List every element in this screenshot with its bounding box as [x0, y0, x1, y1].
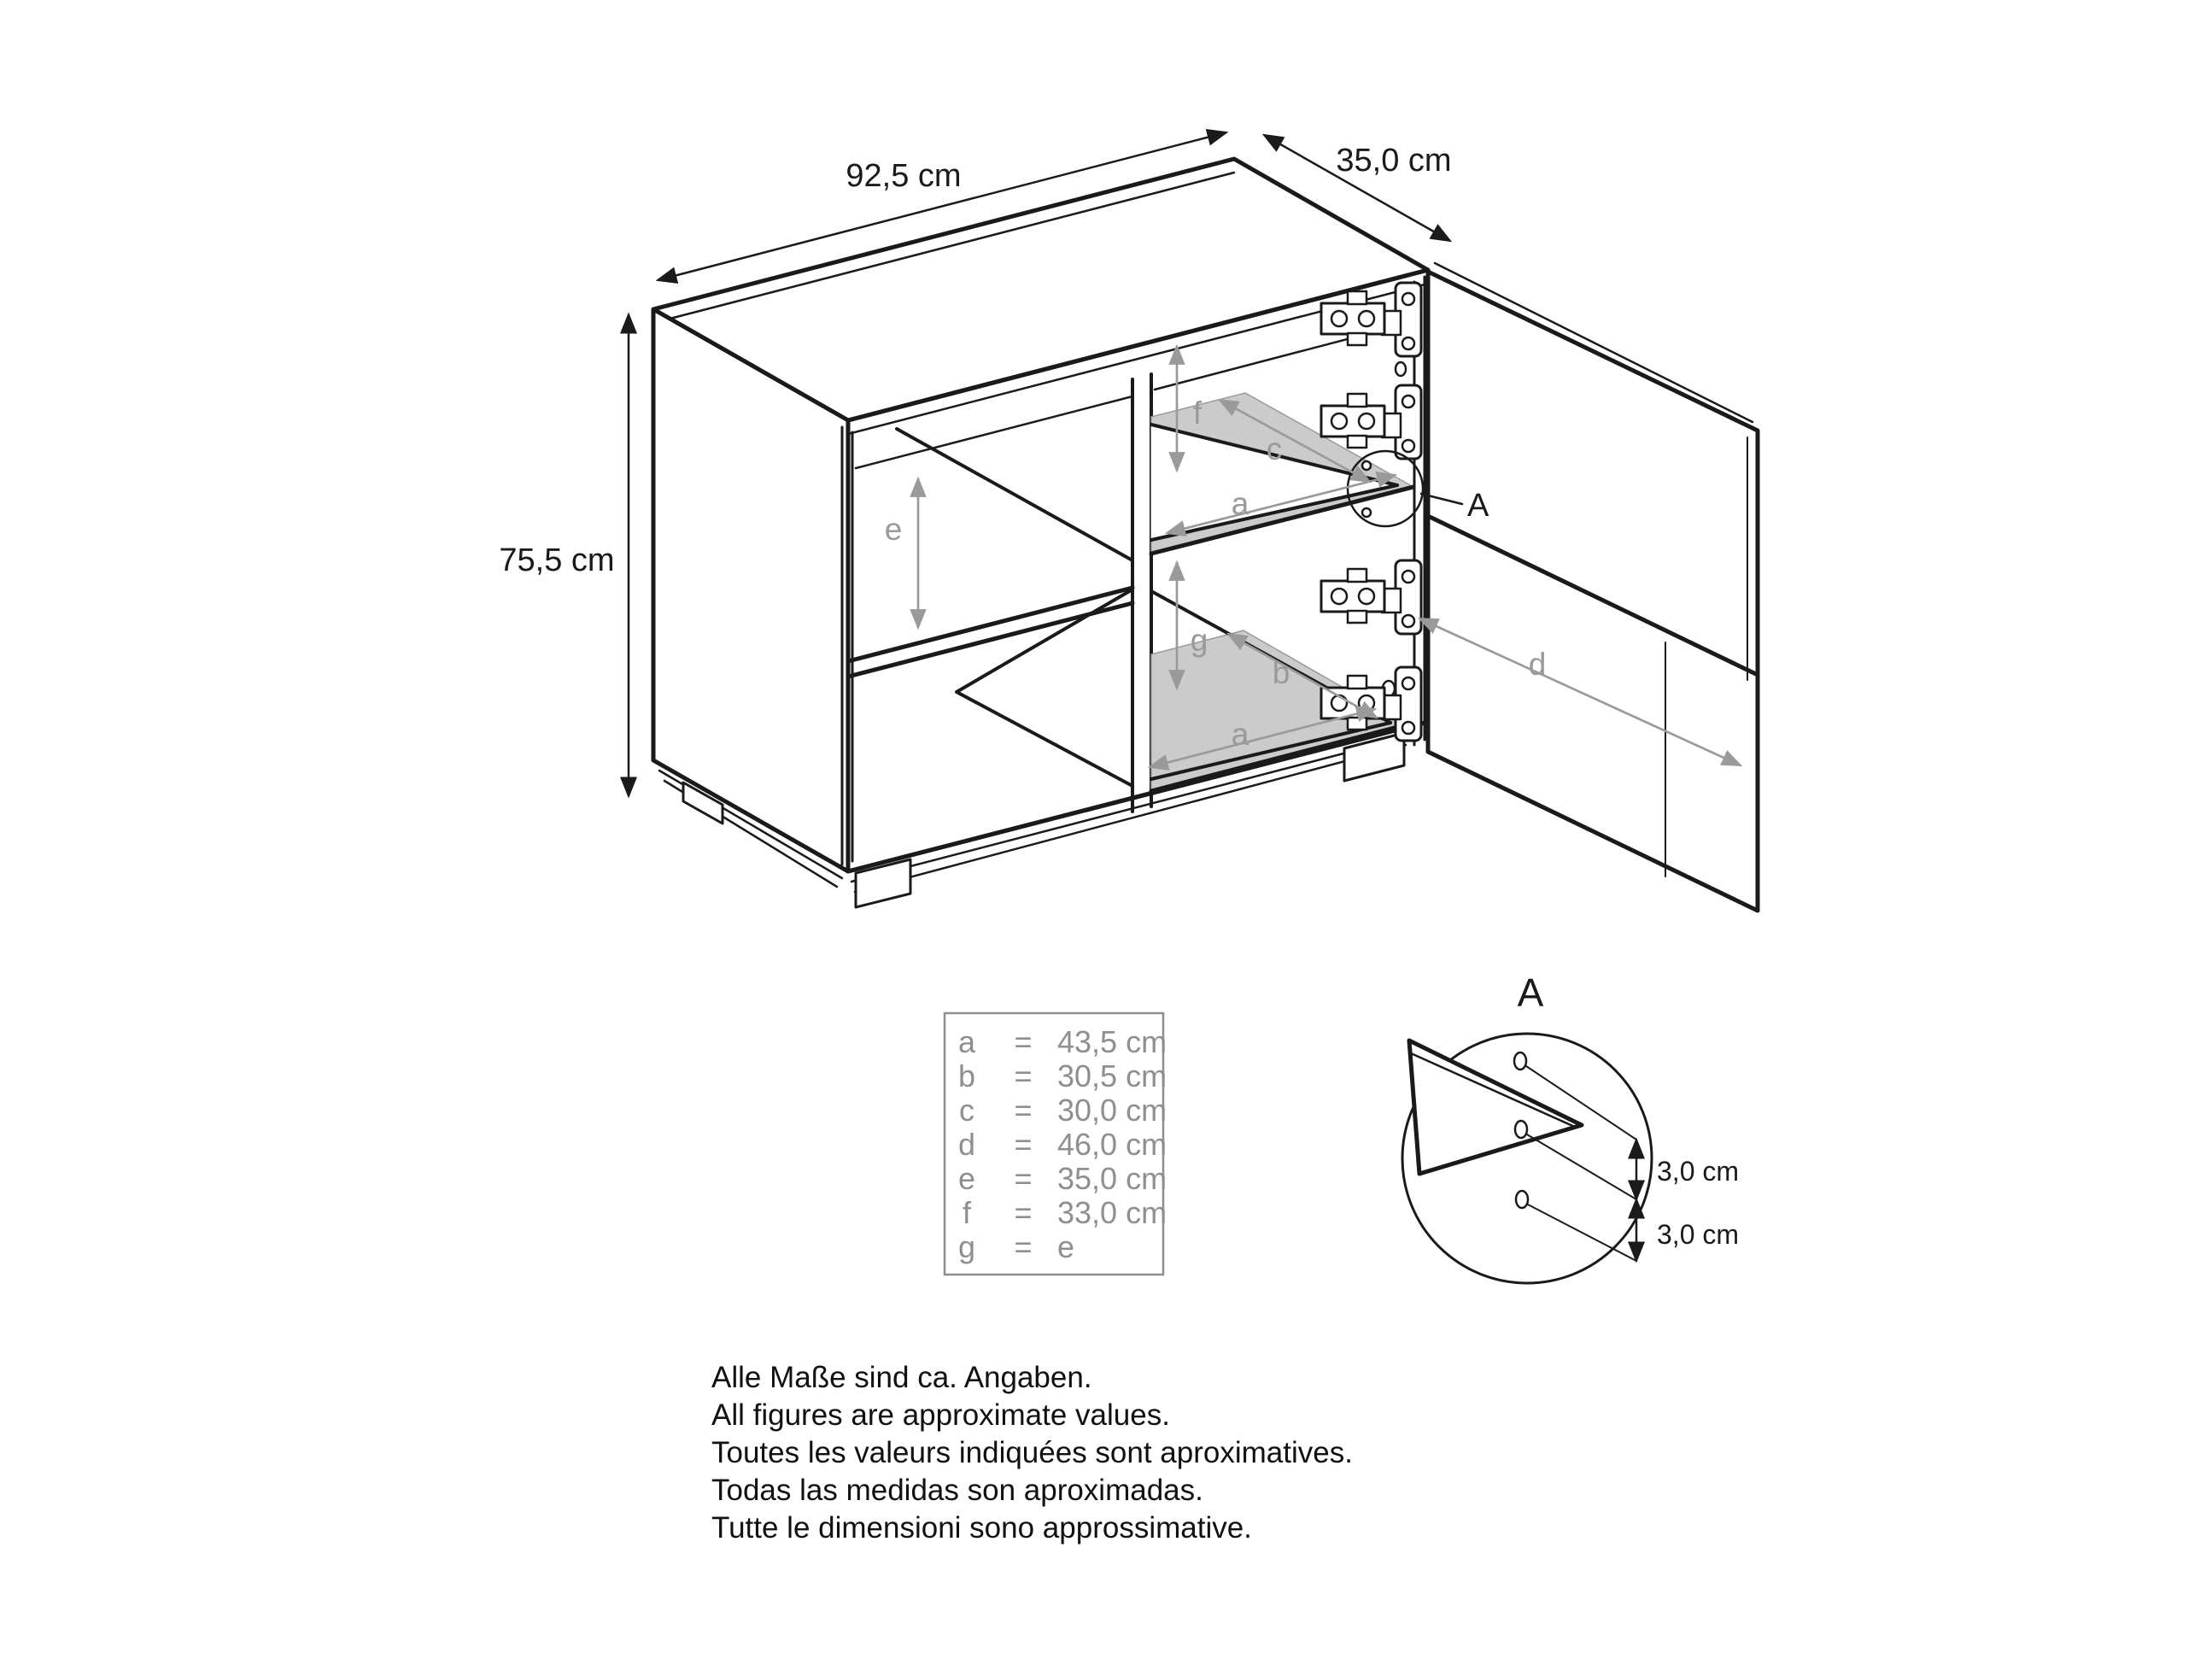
note-line: Toutes les valeurs indiquées sont aproximatives. — [711, 1436, 1353, 1469]
label-f: f — [1192, 396, 1203, 431]
plinth-front-2 — [855, 745, 1406, 892]
label-e: e — [884, 512, 903, 547]
legend-eq: = — [1014, 1058, 1033, 1093]
legend-table — [945, 1013, 1167, 1275]
legend-eq: = — [1014, 1229, 1033, 1264]
detail-callout-label: A — [1467, 488, 1489, 524]
label-b: b — [1272, 655, 1290, 690]
height-dimension-label: 75,5 cm — [499, 542, 615, 578]
label-d: d — [1528, 647, 1547, 682]
mid-band-top — [848, 588, 1132, 661]
legend-value: 35,0 cm — [1057, 1161, 1167, 1196]
pin-hole-icon — [1362, 461, 1371, 470]
shelf-corner-wedge — [1409, 1041, 1582, 1174]
label-a-lower: a — [1231, 717, 1249, 752]
note-line: Alle Maße sind ca. Angaben. — [711, 1361, 1092, 1394]
hole-leader-2 — [1527, 1134, 1636, 1199]
cabinet-drawing — [653, 159, 1758, 911]
detail-a-title: A — [1517, 970, 1544, 1015]
legend-eq: = — [1014, 1195, 1033, 1230]
legend-key: a — [957, 1024, 976, 1059]
legend-key: f — [962, 1195, 972, 1230]
pin-hole-icon — [1396, 362, 1406, 376]
legend-value: 30,0 cm — [1057, 1093, 1167, 1128]
plinth-front-1 — [851, 736, 1409, 882]
legend-eq: = — [1014, 1161, 1033, 1196]
drill-hole-icon — [1515, 1121, 1527, 1138]
note-line: Tutte le dimensioni sono approssimative. — [711, 1511, 1252, 1545]
detail-dim-label-1: 3,0 cm — [1657, 1156, 1740, 1187]
drill-hole-icon — [1514, 1052, 1526, 1070]
legend-value: 30,5 cm — [1057, 1058, 1167, 1093]
legend-eq: = — [1014, 1127, 1033, 1162]
upper-left-break-line — [897, 429, 1132, 560]
legend-value: 46,0 cm — [1057, 1127, 1167, 1162]
label-c: c — [1266, 431, 1283, 466]
legend-value: e — [1057, 1229, 1075, 1264]
legend-eq: = — [1014, 1024, 1033, 1059]
width-dimension-label: 92,5 cm — [846, 158, 962, 194]
note-line: Todas las medidas son aproximadas. — [711, 1474, 1203, 1507]
legend-value: 33,0 cm — [1057, 1195, 1167, 1230]
label-g: g — [1190, 623, 1208, 658]
notes-block — [711, 1361, 1353, 1545]
legend-key: e — [957, 1161, 976, 1196]
bottom-front-edge — [848, 722, 1428, 871]
legend-key: b — [957, 1058, 976, 1093]
label-a-upper: a — [1231, 486, 1249, 521]
pin-hole-icon — [1362, 508, 1371, 517]
lower-left-break-wedge — [957, 589, 1132, 786]
legend-key: c — [959, 1093, 974, 1128]
hinge-lower-mid — [1321, 560, 1421, 634]
depth-dimension-label: 35,0 cm — [1336, 143, 1452, 179]
hole-leader-3 — [1528, 1205, 1636, 1261]
legend-value: 43,5 cm — [1057, 1024, 1167, 1059]
detail-dim-label-2: 3,0 cm — [1657, 1219, 1740, 1250]
note-line: All figures are approximate values. — [711, 1398, 1170, 1432]
legend-key: d — [957, 1127, 976, 1162]
door-right — [1428, 263, 1758, 911]
detail-a — [1402, 970, 1739, 1283]
drill-hole-icon — [1516, 1191, 1528, 1208]
legend-key: g — [957, 1229, 976, 1264]
legend-rows — [958, 1024, 1167, 1264]
legend-eq: = — [1014, 1093, 1033, 1128]
